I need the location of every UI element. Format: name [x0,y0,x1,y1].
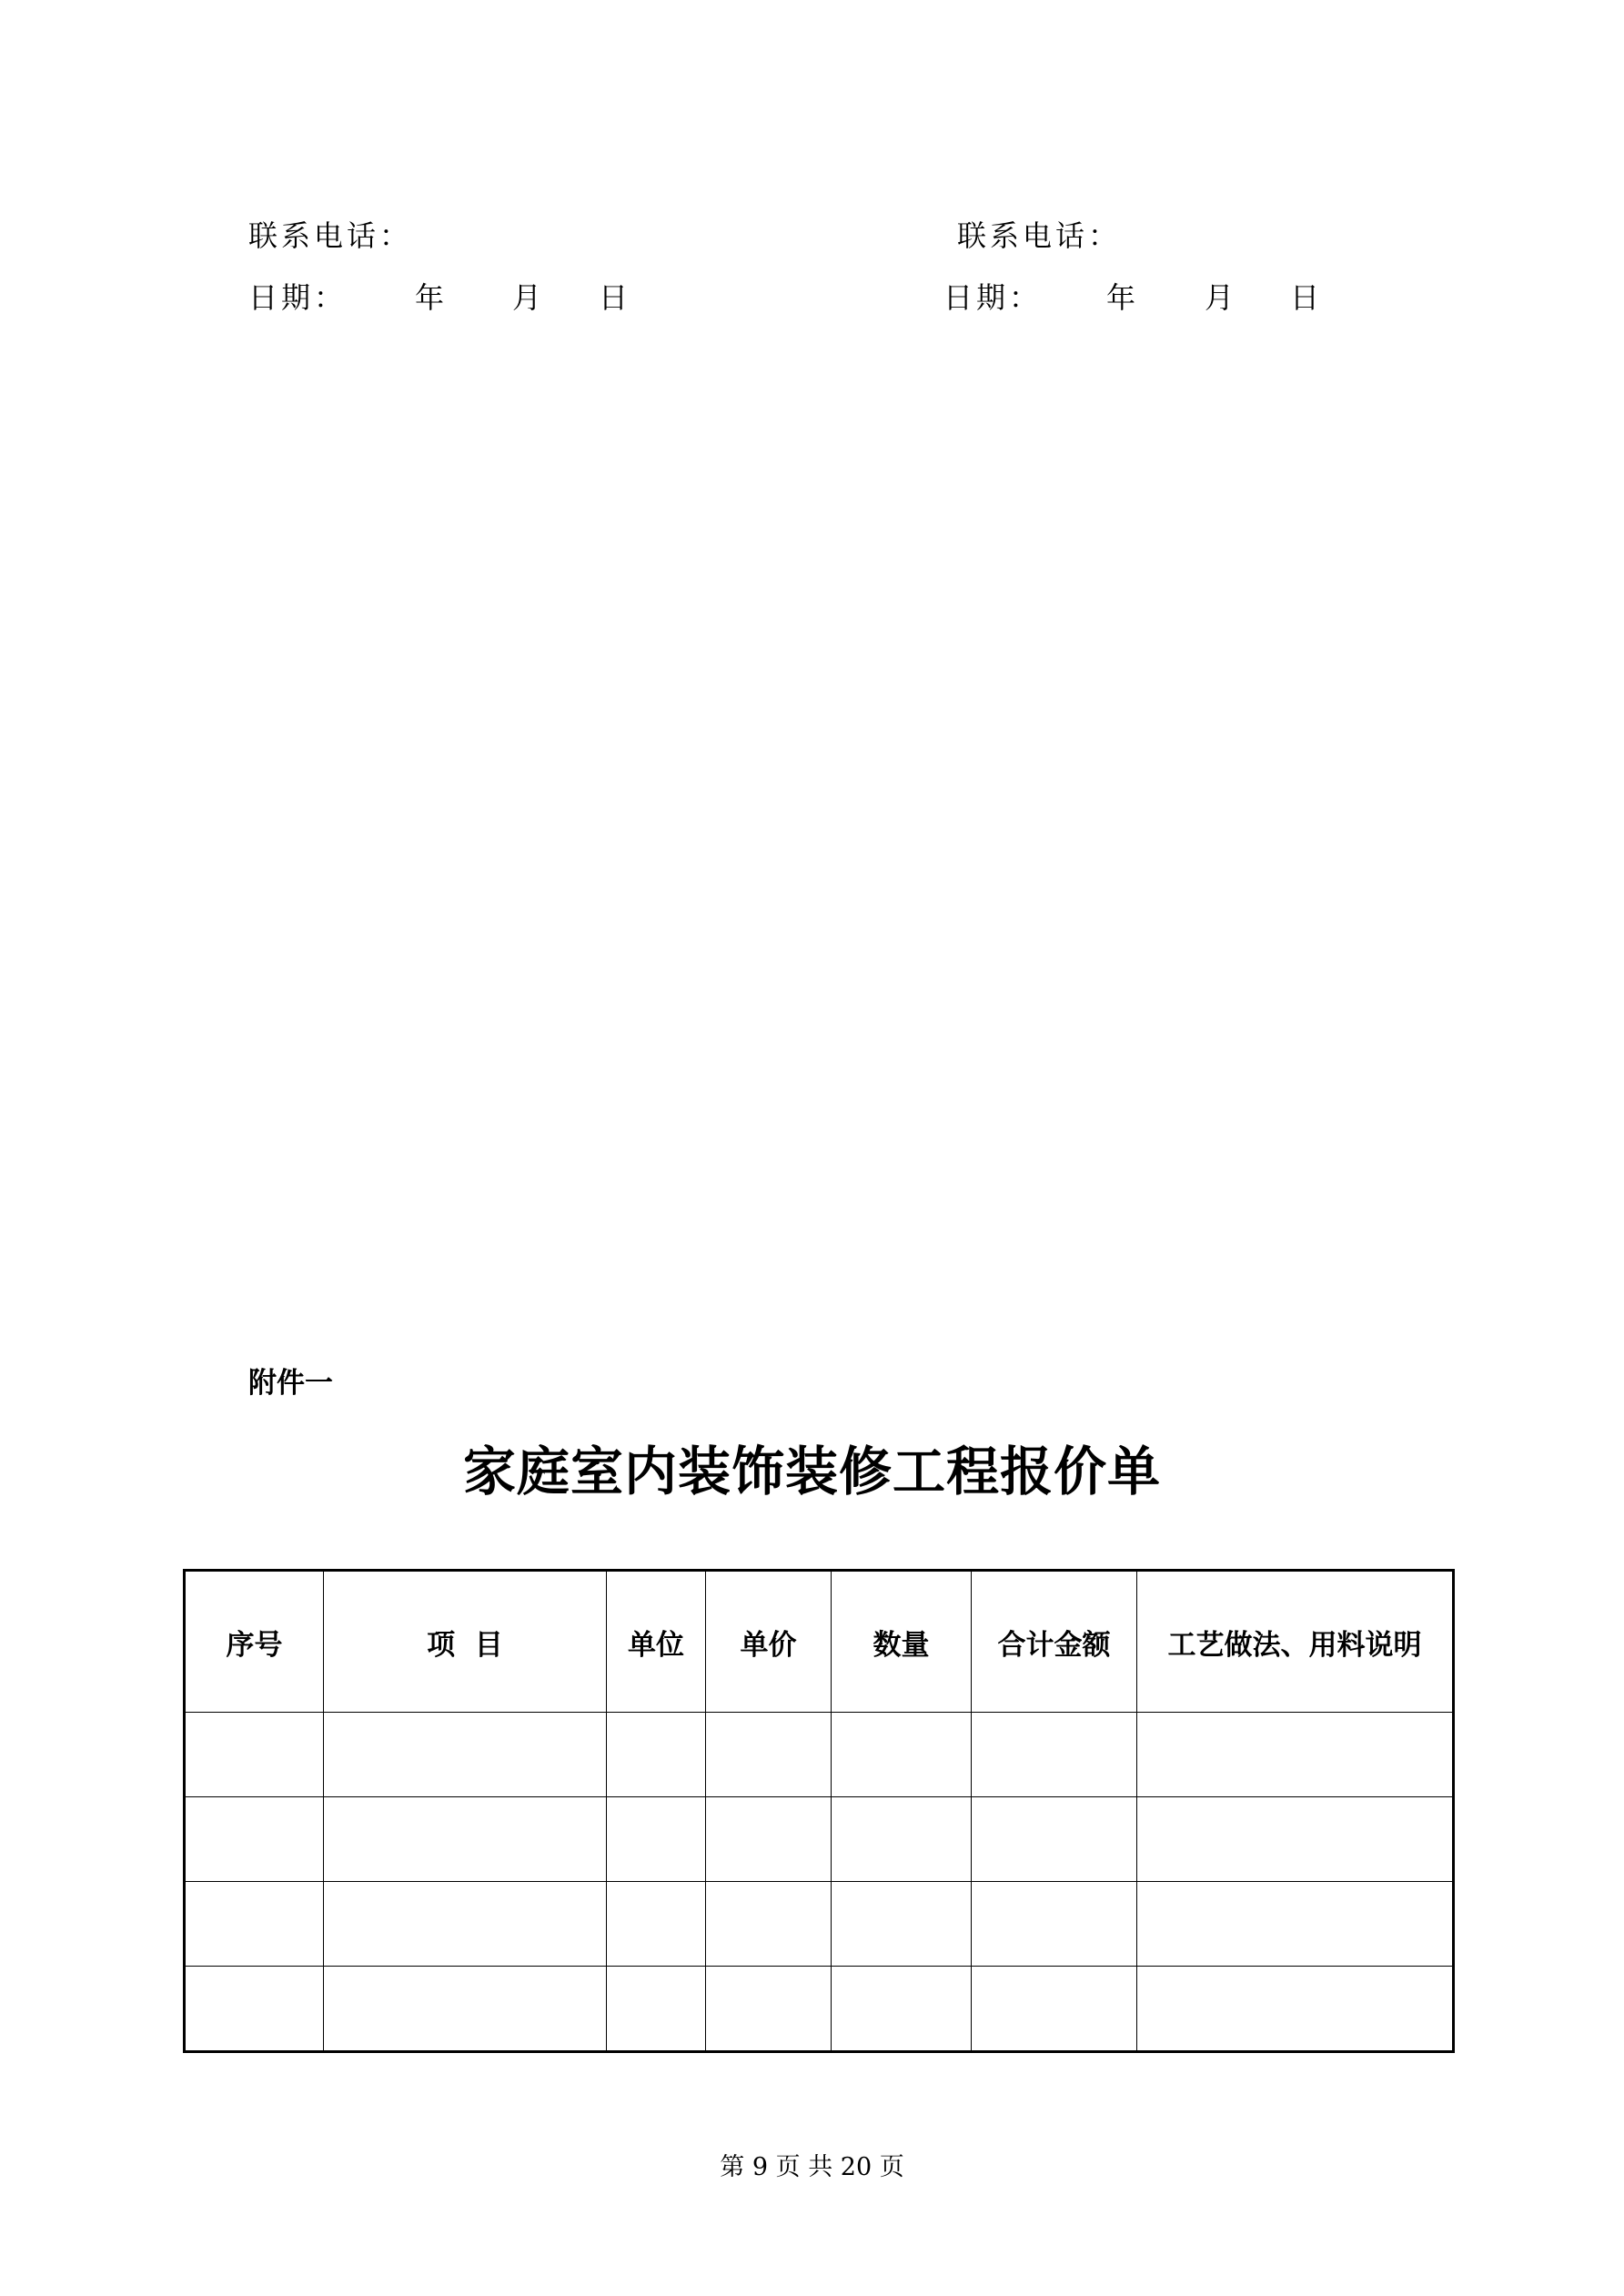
attachment-label: 附件一 [248,1367,333,1400]
table-cell[interactable] [972,1882,1137,1967]
table-cell[interactable] [185,1713,324,1797]
table-header-row [185,1571,1454,1713]
header-unit: 单位 [607,1571,706,1713]
right-phone-label: 联系电话： [957,218,1122,253]
document-title: 家庭室内装饰装修工程报价单 [462,1441,1161,1502]
header-total-amount: 合计金额 [972,1571,1137,1713]
table-cell[interactable] [185,1797,324,1882]
table-cell[interactable] [324,1797,607,1882]
table-cell[interactable] [185,1967,324,2052]
table-cell[interactable] [324,1713,607,1797]
header-unit-price: 单价 [706,1571,832,1713]
table-cell[interactable] [706,1882,832,1967]
right-date-month: 月 [1205,280,1235,315]
table-cell[interactable] [1137,1967,1454,2052]
quote-table [183,1569,1455,2053]
right-date-label: 日期： [943,280,1043,315]
table-cell[interactable] [972,1797,1137,1882]
table-cell[interactable] [706,1797,832,1882]
left-phone-label: 联系电话： [248,218,413,253]
table-cell[interactable] [832,1797,972,1882]
table-row [185,1713,1454,1797]
table-cell[interactable] [706,1713,832,1797]
table-cell[interactable] [324,1967,607,2052]
table-cell[interactable] [706,1967,832,2052]
table-cell[interactable] [1137,1713,1454,1797]
table-row [185,1797,1454,1882]
header-item: 项 目 [324,1571,607,1713]
table-cell[interactable] [832,1967,972,2052]
table-cell[interactable] [607,1797,706,1882]
table-cell[interactable] [607,1882,706,1967]
left-date-month: 月 [512,280,542,315]
left-date-label: 日期： [248,280,348,315]
table-cell[interactable] [972,1713,1137,1797]
table-cell[interactable] [607,1713,706,1797]
table-cell[interactable] [185,1882,324,1967]
header-index: 序号 [185,1571,324,1713]
table-cell[interactable] [832,1713,972,1797]
right-date-day: 日 [1290,280,1320,315]
table-row [185,1967,1454,2052]
table-cell[interactable] [324,1882,607,1967]
table-cell[interactable] [832,1882,972,1967]
left-date-year: 年 [415,280,445,315]
table-cell[interactable] [607,1967,706,2052]
header-quantity: 数量 [832,1571,972,1713]
table-row [185,1882,1454,1967]
table-cell[interactable] [972,1967,1137,2052]
right-date-year: 年 [1106,280,1136,315]
page-footer: 第 9 页 共 20 页 [720,2153,904,2181]
left-date-day: 日 [599,280,629,315]
table-cell[interactable] [1137,1797,1454,1882]
header-process-materials: 工艺做法、用料说明 [1137,1571,1454,1713]
table-cell[interactable] [1137,1882,1454,1967]
